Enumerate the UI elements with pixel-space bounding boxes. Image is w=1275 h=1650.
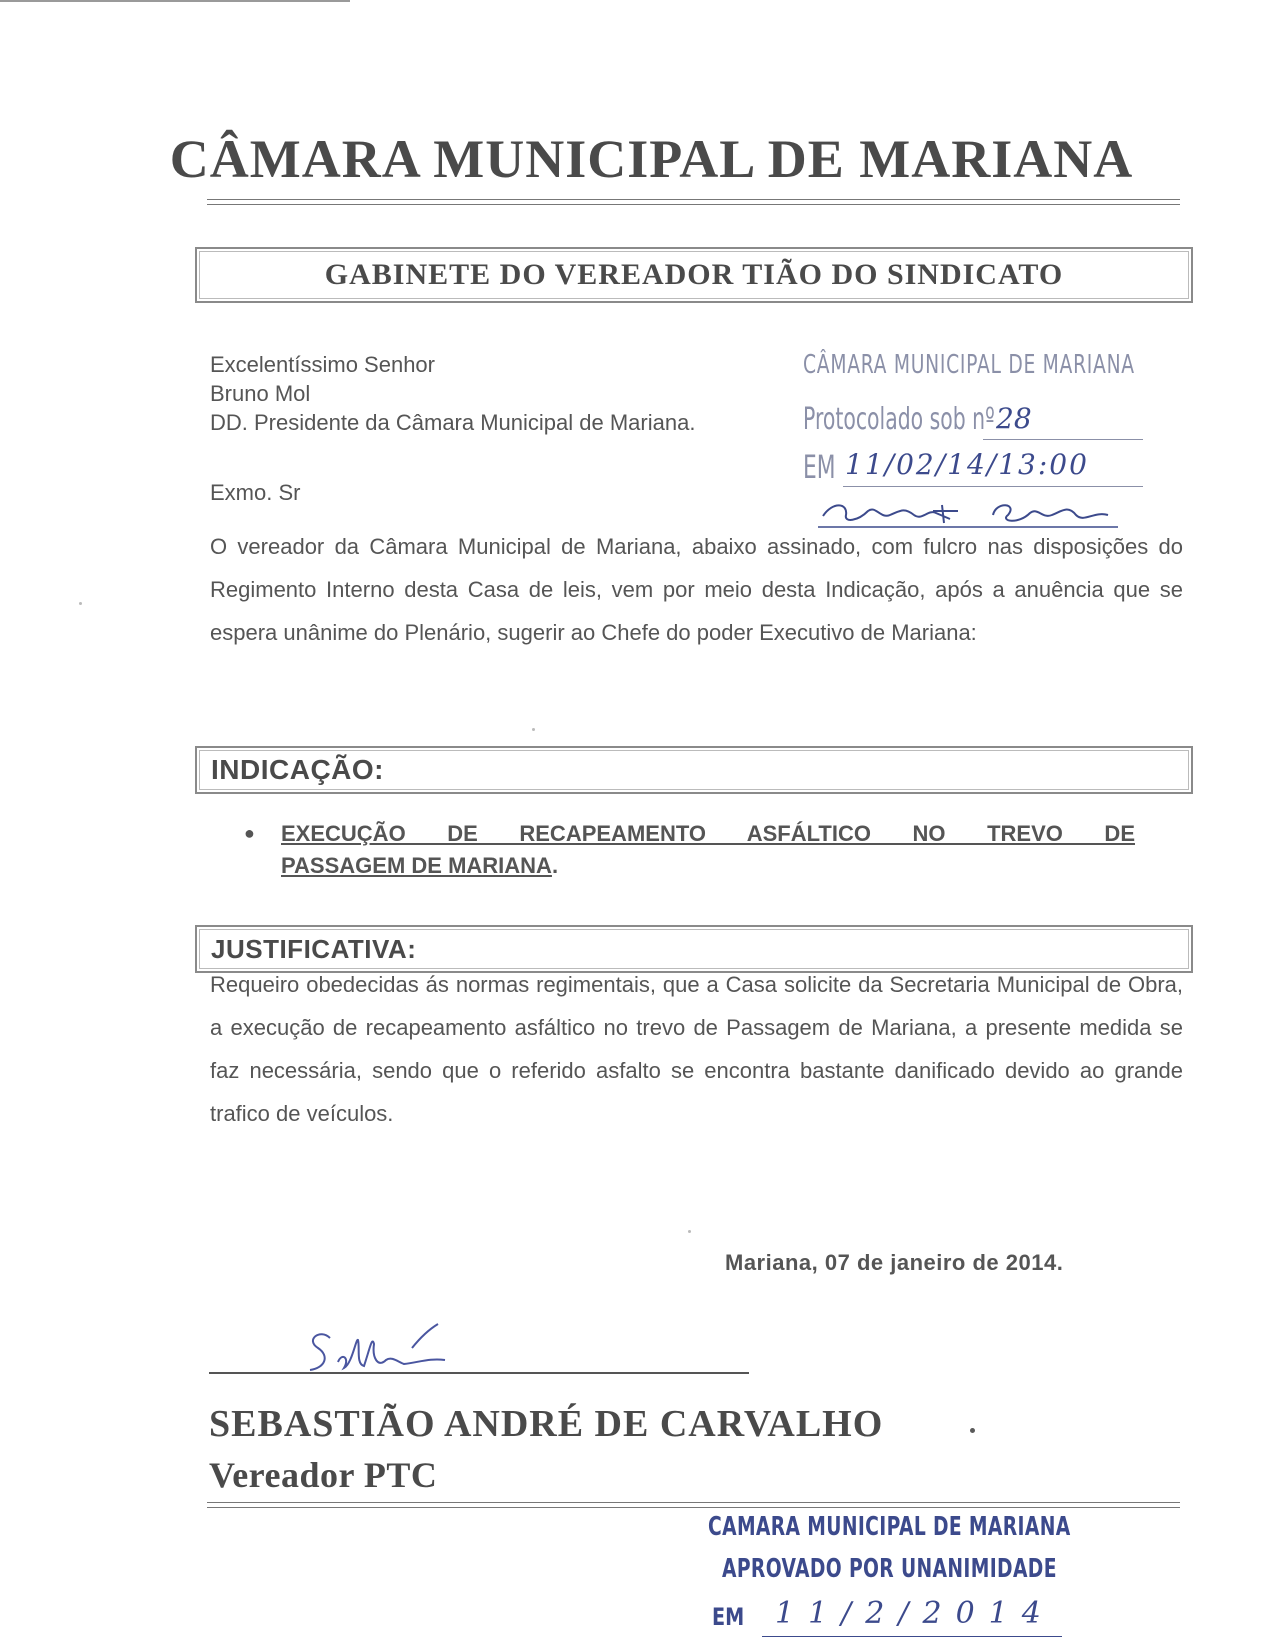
addressee-name: Bruno Mol (210, 381, 311, 406)
page-title: CÂMARA MUNICIPAL DE MARIANA (169, 129, 1134, 189)
scan-speck (79, 602, 82, 605)
scan-speck (688, 1230, 691, 1233)
approval-stamp (700, 1508, 1120, 1648)
protocol-number-line (983, 439, 1143, 440)
protocol-label: Protocolado sob nº (803, 402, 995, 437)
title-rule (207, 199, 1180, 205)
approval-stamp-line2: APROVADO POR UNANIMIDADE (722, 1554, 1057, 1584)
ink-dot (970, 1428, 975, 1433)
approval-stamp-line1: CAMARA MUNICIPAL DE MARIANA (708, 1512, 1071, 1542)
protocol-date-label: EM (803, 448, 836, 486)
intro-paragraph: O vereador da Câmara Municipal de Mariana, abaixo assinado, com fulcro nas disposições do Regimento Interno desta Casa de leis, vem por meio desta Indicação, após a anuência que se espera unânime do Plenário, sugerir ao Chefe do poder Executivo de Mariana: (210, 534, 1183, 645)
indicacao-item-line1: EXECUÇÃO DE RECAPEAMENTO ASFÁLTICO NO TREVO DE (281, 821, 1135, 846)
addressee-block (210, 350, 695, 437)
greeting: Exmo. Sr (210, 480, 301, 505)
approval-date-value: 11/2/2014 (775, 1596, 1055, 1631)
signatory-role: Vereador PTC (209, 1455, 438, 1495)
justificativa-paragraph: Requeiro obedecidas ás normas regimentais, que a Casa solicite da Secretaria Municipal de Obra, a execução de recapeamento asfáltico no trevo de Passagem de Mariana, a presente medida se faz necessária, sendo que o referido asfalto se encontra bastante danificado devido ao grande trafico de veículos. (210, 972, 1183, 1126)
protocol-date-value: 11/02/14/13:00 (845, 448, 1089, 481)
indicacao-heading: INDICAÇÃO: (211, 754, 384, 785)
office-title: GABINETE DO VEREADOR TIÃO DO SINDICATO (324, 258, 1064, 291)
justificativa-heading: JUSTIFICATIVA: (211, 934, 417, 964)
indicacao-item-line2 (281, 853, 558, 879)
addressee-title: DD. Presidente da Câmara Municipal de Mariana. (210, 410, 696, 435)
protocol-number: 28 (996, 402, 1032, 435)
approval-date-label: EM (712, 1603, 745, 1631)
indicacao-item-text2: PASSAGEM DE MARIANA (281, 853, 552, 878)
approval-date-line (762, 1636, 1062, 1637)
bullet-icon: ● (244, 823, 255, 843)
signatory-name: SEBASTIÃO ANDRÉ DE CARVALHO (209, 1403, 884, 1445)
scan-speck (532, 728, 535, 731)
office-banner (195, 247, 1193, 303)
signature-icon (300, 1318, 480, 1378)
signature-line (209, 1372, 749, 1374)
indicacao-item-period: . (551, 853, 559, 878)
protocol-stamp (803, 348, 1148, 528)
scan-edge-line (0, 0, 350, 2)
addressee-salutation: Excelentíssimo Senhor (210, 352, 435, 377)
protocol-stamp-title: CÂMARA MUNICIPAL DE MARIANA (803, 350, 1135, 380)
indicacao-section-header (195, 746, 1193, 794)
protocol-date-line (843, 486, 1143, 487)
date-place: Mariana, 07 de janeiro de 2014. (725, 1250, 1064, 1275)
